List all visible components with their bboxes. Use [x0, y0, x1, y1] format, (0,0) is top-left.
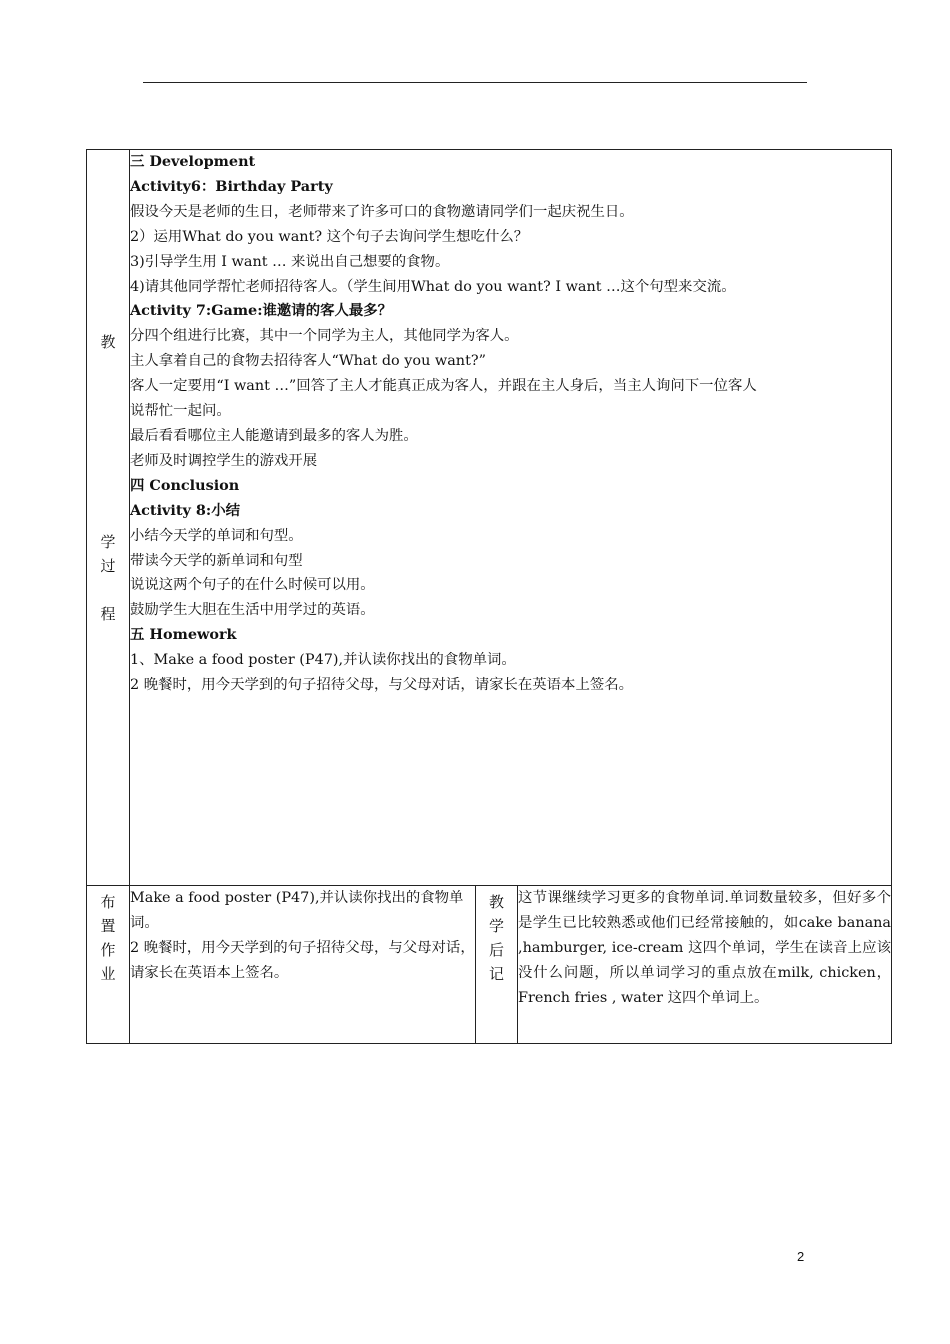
label-char: 过 [100, 557, 116, 575]
label-char: 业 [100, 965, 116, 983]
homework-line: 2 晚餐时，用今天学到的句子招待父母，与父母对话，请家长在英语本上签名。 [130, 939, 475, 981]
homework-line: Make a food poster (P47),并认读你找出的食物单词。 [130, 890, 464, 931]
homework-row [87, 886, 892, 1044]
content-line: 说帮忙一起问。 [130, 403, 231, 420]
section-heading: 三 Development [130, 153, 256, 170]
label-chars-lower [87, 530, 129, 626]
section-heading: 五 Homework [130, 626, 237, 644]
content-line: 3)引导学生用 I want … 来说出自己想要的食物。 [130, 253, 450, 270]
content-line: 小结今天学的单词和句型。 [130, 527, 303, 544]
content-line: 假设今天是老师的生日，老师带来了许多可口的食物邀请同学们一起庆祝生日。 [130, 203, 634, 220]
content-line: 1、Make a food poster (P47),并认读你找出的食物单词。 [130, 652, 516, 669]
label-char: 布 [100, 893, 116, 911]
section-heading: 四 Conclusion [130, 476, 240, 494]
content-line: 老师及时调控学生的游戏开展 [130, 452, 318, 469]
content-line: 带读今天学的新单词和句型 [130, 552, 303, 569]
teaching-process-content [130, 150, 892, 886]
content-line: 最后看看哪位主人能邀请到最多的客人为胜。 [130, 427, 418, 444]
section-heading: Activity 8:小结 [130, 501, 240, 519]
reflection-label-cell [476, 886, 518, 1044]
content-line: 2 晚餐时，用今天学到的句子招待父母，与父母对话，请家长在英语本上签名。 [130, 677, 634, 694]
section-heading: Activity6：Birthday Party [130, 177, 333, 195]
section-heading: Activity 7:Game:谁邀请的客人最多？ [130, 302, 393, 320]
content-line: 说说这两个句子的在什么时候可以用。 [130, 577, 375, 594]
label-char: 程 [100, 605, 116, 623]
label-char: 作 [100, 941, 116, 959]
content-line: 4)请其他同学帮忙老师招待客人。（学生间用What do you want? I want …这个句型来交流。 [130, 278, 736, 295]
teaching-process-row [87, 150, 892, 886]
homework-text [130, 886, 476, 1044]
header-rule [143, 82, 807, 83]
teaching-process-label-cell [87, 150, 130, 886]
label-char: 记 [488, 965, 504, 983]
label-char: 教 [100, 333, 116, 351]
label-char: 学 [100, 533, 116, 551]
content-line: 鼓励学生大胆在生活中用学过的英语。 [130, 602, 375, 619]
content-line: 客人一定要用“I want …”回答了主人才能真正成为客人，并跟在主人身后，当主人询问下一位客人 [130, 378, 757, 395]
homework-label-cell [87, 886, 130, 1044]
label-char: 教 [488, 893, 504, 911]
content-line: 主人拿着自己的食物去招待客人“What do you want?” [130, 353, 486, 370]
label-char: 学 [488, 917, 504, 935]
label-char: 后 [488, 941, 504, 959]
label-char: 置 [100, 917, 116, 935]
reflection-text: 这节课继续学习更多的食物单词.单词数量较多，但好多个是学生已比较熟悉或他们已经常接触的，如cake banana ,hamburger, ice-cream 这四个单词，学生在读音上应该没什么问题，所以单词学习的重点放在milk, chicken， French fries , water 这四个单词上。 [518, 886, 892, 1044]
page-number: 2 [797, 1249, 805, 1264]
lesson-plan-table [86, 149, 892, 1044]
content-line: 分四个组进行比赛，其中一个同学为主人，其他同学为客人。 [130, 328, 519, 345]
content-line: 2）运用What do you want? 这个句子去询问学生想吃什么？ [130, 228, 529, 245]
